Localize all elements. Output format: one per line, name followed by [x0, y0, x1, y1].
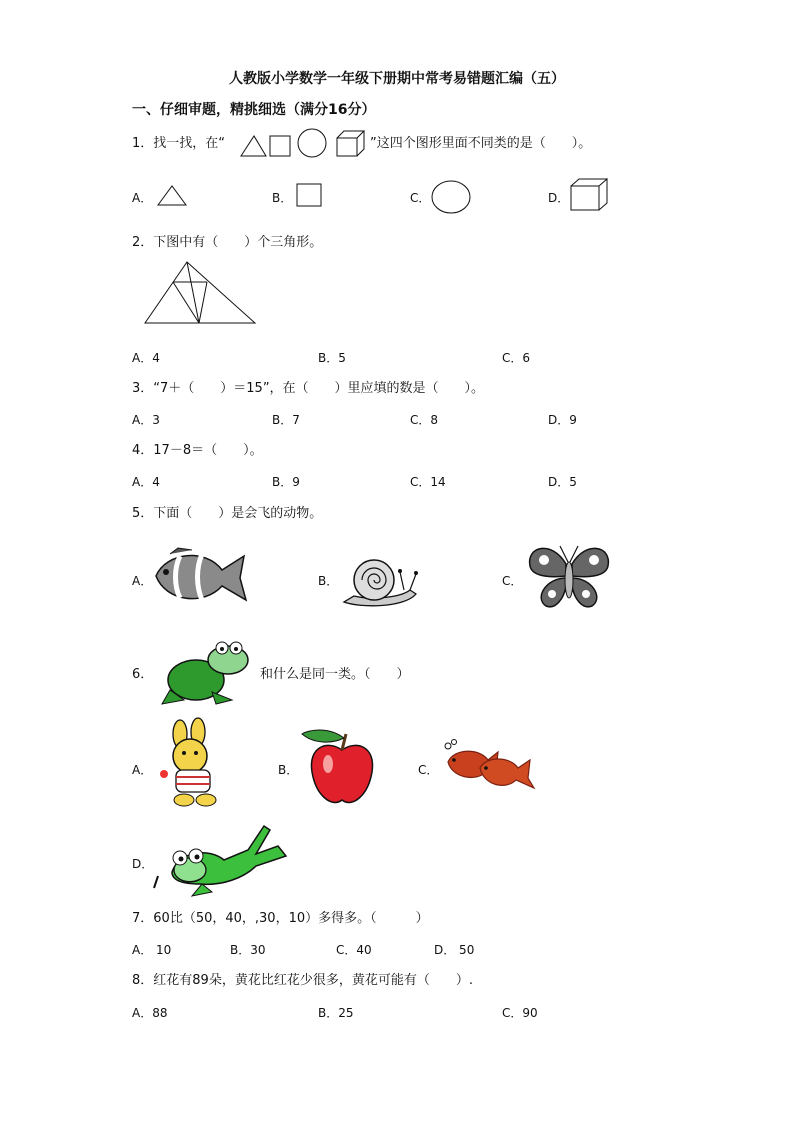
q4-option-d[interactable]: D．5 — [548, 475, 577, 489]
q7-option-a[interactable]: A． 10 — [132, 943, 172, 957]
q4-option-c[interactable]: C．14 — [410, 475, 446, 489]
q7-option-d[interactable]: D． 50 — [434, 943, 475, 957]
q5-option-a[interactable]: A． — [132, 574, 153, 588]
q6-option-c[interactable]: C． — [418, 763, 439, 777]
q7-option-b[interactable]: B．30 — [230, 943, 266, 957]
q3-option-d[interactable]: D．9 — [548, 413, 577, 427]
question-5-text: 5．下面（ ）是会飞的动物。 — [132, 506, 323, 521]
q5-option-b[interactable]: B． — [318, 574, 339, 588]
apple-icon — [298, 724, 390, 810]
butterfly-icon — [526, 542, 612, 610]
q1-option-b[interactable]: B． — [272, 191, 293, 205]
frog-icon — [156, 634, 256, 708]
square-icon — [270, 136, 290, 156]
question-7-text: 7．60比（50，40，,30，10）多得多。（ ） — [132, 911, 429, 926]
q3-option-c[interactable]: C．8 — [410, 413, 439, 427]
goldfish-icon — [440, 738, 540, 794]
q7-option-c[interactable]: C．40 — [336, 943, 372, 957]
q6-option-a[interactable]: A． — [132, 763, 153, 777]
question-2-text: 2．下图中有（ ）个三角形。 — [132, 235, 323, 250]
q4-option-b[interactable]: B．9 — [272, 475, 300, 489]
circle-icon — [298, 129, 326, 157]
question-6-suffix: 和什么是同一类。（ ） — [260, 667, 410, 682]
q2-option-b[interactable]: B．5 — [318, 351, 346, 365]
question-6-prefix: 6． — [132, 667, 154, 682]
triangle-icon — [241, 136, 266, 156]
q2-option-c[interactable]: C．6 — [502, 351, 531, 365]
q6-option-b[interactable]: B． — [278, 763, 299, 777]
triangle-figure — [144, 260, 256, 326]
snail-icon — [340, 554, 422, 610]
question-1-prefix: 1．找一找，在“ — [132, 136, 226, 151]
q1-option-a[interactable]: A． — [132, 191, 153, 205]
triangle-icon — [156, 184, 188, 208]
q3-option-a[interactable]: A．3 — [132, 413, 160, 427]
section-heading: 一、仔细审题，精挑细选（满分16分） — [132, 102, 376, 118]
fish-icon — [152, 546, 248, 608]
q1-option-c[interactable]: C． — [410, 191, 431, 205]
rabbit-icon — [152, 720, 234, 810]
question-8-text: 8．红花有89朵，黄花比红花少很多，黄花可能有（ ）. — [132, 973, 473, 988]
q2-option-a[interactable]: A．4 — [132, 351, 160, 365]
q4-option-a[interactable]: A．4 — [132, 475, 160, 489]
q1-option-d[interactable]: D． — [548, 191, 570, 205]
q8-option-a[interactable]: A．88 — [132, 1006, 168, 1020]
cube-icon — [569, 177, 609, 213]
jumping-frog-icon — [152, 820, 292, 898]
question-1-suffix: ”这四个图形里面不同类的是（ ）。 — [370, 136, 592, 151]
q3-option-b[interactable]: B．7 — [272, 413, 300, 427]
circle-icon — [430, 180, 472, 214]
q6-option-d[interactable]: D． — [132, 857, 154, 871]
cube-icon — [337, 131, 364, 156]
question-1-shapes — [238, 128, 372, 160]
page-title: 人教版小学数学一年级下册期中常考易错题汇编（五） — [229, 71, 565, 87]
question-3-text: 3．“7＋（ ）＝15”，在（ ）里应填的数是（ ）。 — [132, 381, 485, 396]
square-icon — [296, 183, 322, 207]
q5-option-c[interactable]: C． — [502, 574, 523, 588]
q8-option-c[interactable]: C．90 — [502, 1006, 538, 1020]
q8-option-b[interactable]: B．25 — [318, 1006, 354, 1020]
question-4-text: 4．17－8＝（ ）。 — [132, 443, 263, 458]
